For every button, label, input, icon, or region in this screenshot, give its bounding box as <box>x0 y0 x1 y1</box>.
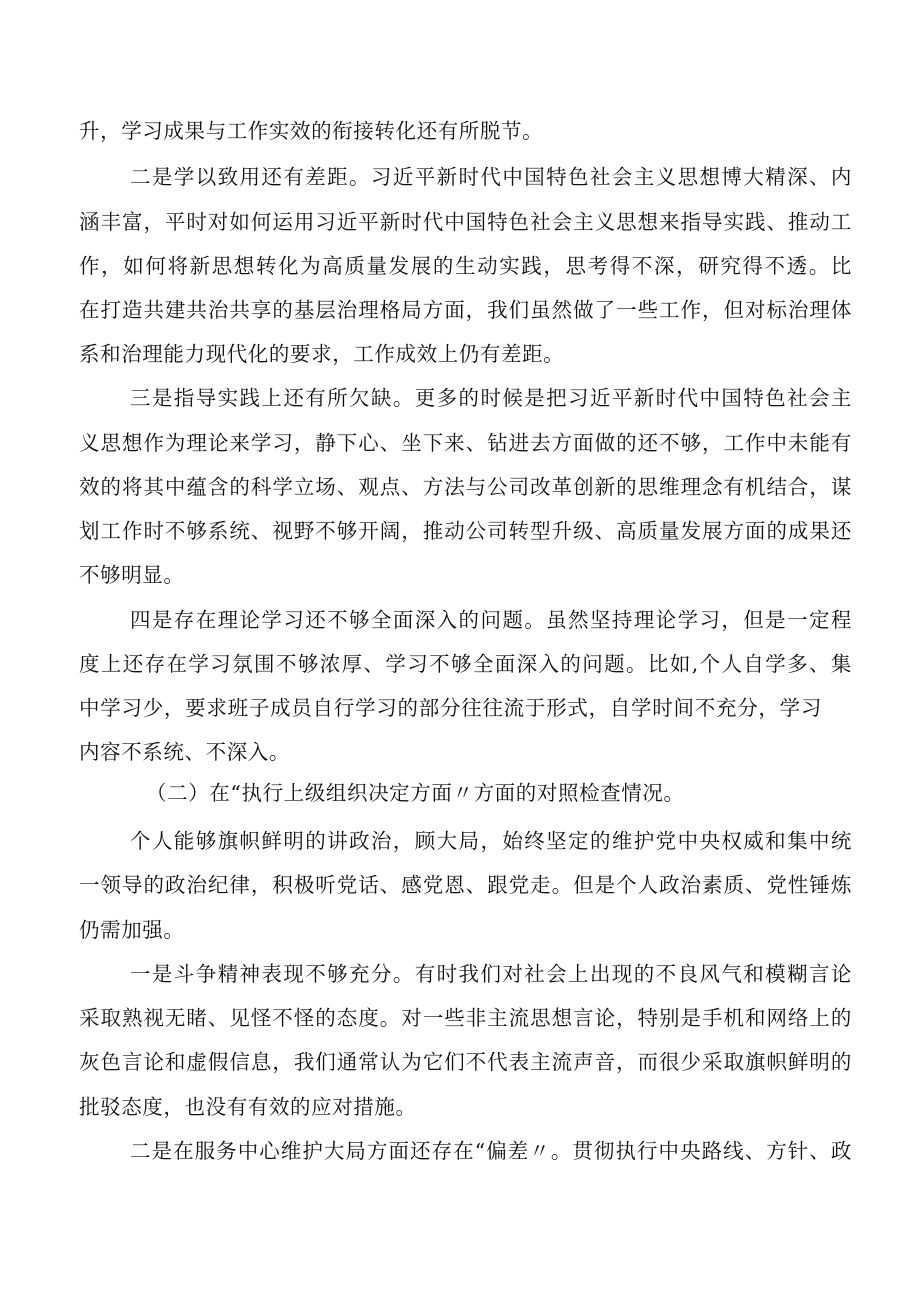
text-line: 仍需加强。 <box>79 918 185 942</box>
text-line: 度上还存在学习氛围不够浓厚、学习不够全面深入的问题。比如,个人自学多、集 <box>79 652 852 676</box>
text-line: 三是指导实践上还有所欠缺。更多的时候是把习近平新时代中国特色社会主 <box>130 386 852 410</box>
text-line: 二是在服务中心维护大局方面还存在“偏差〃。贯彻执行中央路线、方针、政 <box>130 1139 852 1163</box>
text-line: 批驳态度，也没有有效的应对措施。 <box>79 1095 417 1119</box>
text-line: 灰色言论和虚假信息，我们通常认为它们不代表主流声音，而很少采取旗帜鲜明的 <box>79 1050 852 1074</box>
text-line: 义思想作为理论来学习，静下心、坐下来、钻进去方面做的还不够，工作中未能有 <box>79 431 852 455</box>
text-line: 一领导的政治纪律，积极听党话、感党恩、跟党走。但是个人政治素质、党性锤炼 <box>79 873 852 897</box>
text-line: 四是存在理论学习还不够全面深入的问题。虽然坚持理论学习，但是一定程 <box>130 608 852 632</box>
text-line: 划工作时不够系统、视野不够开阔，推动公司转型升级、高质量发展方面的成果还 <box>79 519 852 543</box>
text-line: 内容不系统、不深入。 <box>79 740 290 764</box>
text-line: 系和治理能力现代化的要求，工作成效上仍有差距。 <box>79 342 565 366</box>
text-line: 采取熟视无睹、见怪不怪的态度。对一些非主流思想言论，特别是手机和网络上的 <box>79 1006 852 1030</box>
text-line: 效的将其中蕴含的科学立场、观点、方法与公司改革创新的思维理念有机结合，谋 <box>79 475 852 499</box>
text-line: 不够明显。 <box>79 563 185 587</box>
text-line: 作，如何将新思想转化为高质量发展的生动实践，思考得不深，研究得不透。比 <box>79 254 852 278</box>
text-line: 二是学以致用还有差距。习近平新时代中国特色社会主义思想博大精深、内 <box>130 165 852 189</box>
text-line: 中学习少，要求班子成员自行学习的部分往往流于形式，自学时间不充分，学习 <box>79 696 822 720</box>
text-line: 升，学习成果与工作实效的衔接转化还有所脱节。 <box>79 119 544 143</box>
text-line: 个人能够旗帜鲜明的讲政治，顾大局，始终坚定的维护党中央权威和集中统 <box>130 829 852 853</box>
text-line: 涵丰富，平时对如何运用习近平新时代中国特色社会主义思想来指导实践、推动工 <box>79 210 852 234</box>
text-line: 一是斗争精神表现不够充分。有时我们对社会上出现的不良风气和模糊言论 <box>130 962 852 986</box>
text-line: 在打造共建共治共享的基层治理格局方面，我们虽然做了一些工作，但对标治理体 <box>79 298 852 322</box>
section-heading: （二）在“执行上级组织决定方面〃方面的对照检查情况。 <box>146 781 685 805</box>
